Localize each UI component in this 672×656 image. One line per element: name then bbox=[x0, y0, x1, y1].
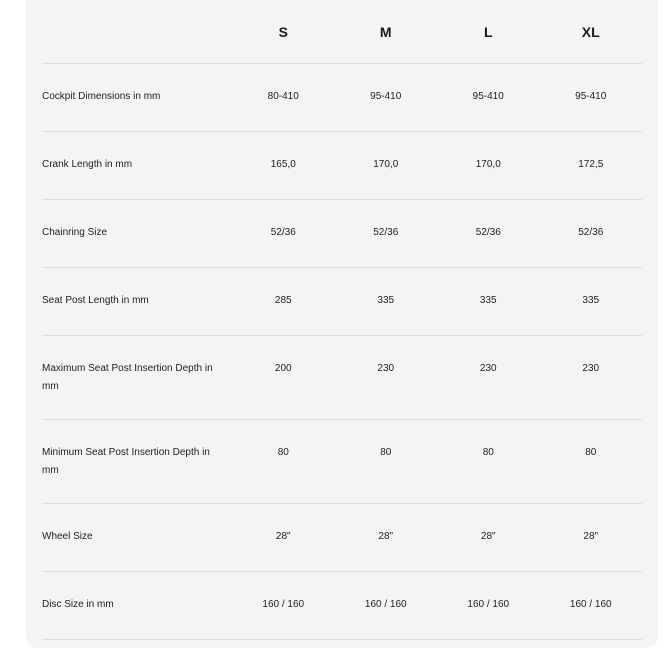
cell-value: 160 / 160 bbox=[364, 599, 407, 610]
cell-value: 28" bbox=[275, 531, 291, 542]
size-header-s: S bbox=[278, 23, 288, 40]
cell-value: 95-410 bbox=[472, 91, 504, 102]
cell-value: 28" bbox=[378, 531, 394, 542]
cell-value: 230 bbox=[377, 363, 395, 374]
row-label: Crank Length in mm bbox=[42, 159, 133, 170]
cell-value: 335 bbox=[377, 295, 395, 306]
cell-value: 80 bbox=[277, 447, 289, 458]
table-row bbox=[42, 420, 642, 504]
cell-value: 165,0 bbox=[270, 159, 296, 170]
cell-value: 28" bbox=[480, 531, 496, 542]
table-row bbox=[42, 504, 642, 572]
cell-value: 95-410 bbox=[370, 91, 402, 102]
cell-value: 52/36 bbox=[373, 227, 399, 238]
table-row bbox=[42, 132, 642, 200]
cell-value: 80 bbox=[482, 447, 494, 458]
table-row bbox=[42, 200, 642, 268]
size-header-xl: XL bbox=[581, 23, 600, 40]
row-label: Chainring Size bbox=[42, 227, 108, 238]
table-row bbox=[42, 64, 642, 132]
cell-value: 95-410 bbox=[575, 91, 607, 102]
cell-value: 28" bbox=[583, 531, 599, 542]
table-row bbox=[42, 268, 642, 336]
cell-value: 170,0 bbox=[373, 159, 399, 170]
row-label: Seat Post Length in mm bbox=[42, 295, 149, 306]
cell-value: 80 bbox=[585, 447, 597, 458]
cell-value: 335 bbox=[479, 295, 497, 306]
row-label: Minimum Seat Post Insertion Depth in mm bbox=[42, 447, 210, 476]
cell-value: 80-410 bbox=[267, 91, 299, 102]
table-header-row bbox=[42, 0, 642, 64]
cell-value: 230 bbox=[582, 363, 600, 374]
row-label: Wheel Size bbox=[42, 531, 93, 542]
cell-value: 52/36 bbox=[475, 227, 501, 238]
cell-value: 160 / 160 bbox=[262, 599, 305, 610]
cell-value: 52/36 bbox=[578, 227, 604, 238]
cell-value: 160 / 160 bbox=[569, 599, 612, 610]
geometry-table bbox=[42, 0, 642, 640]
cell-value: 80 bbox=[380, 447, 392, 458]
table-row bbox=[42, 336, 642, 420]
cell-value: 285 bbox=[274, 295, 292, 306]
cell-value: 160 / 160 bbox=[467, 599, 510, 610]
cell-value: 52/36 bbox=[270, 227, 296, 238]
row-label: Cockpit Dimensions in mm bbox=[42, 91, 161, 102]
size-header-m: M bbox=[379, 23, 392, 40]
table-row bbox=[42, 572, 642, 640]
row-label: Disc Size in mm bbox=[42, 599, 114, 610]
size-header-l: L bbox=[483, 23, 493, 40]
cell-value: 230 bbox=[479, 363, 497, 374]
cell-value: 335 bbox=[582, 295, 600, 306]
row-label: Maximum Seat Post Insertion Depth in mm bbox=[42, 363, 213, 392]
cell-value: 172,5 bbox=[578, 159, 604, 170]
cell-value: 170,0 bbox=[475, 159, 501, 170]
cell-value: 200 bbox=[274, 363, 292, 374]
